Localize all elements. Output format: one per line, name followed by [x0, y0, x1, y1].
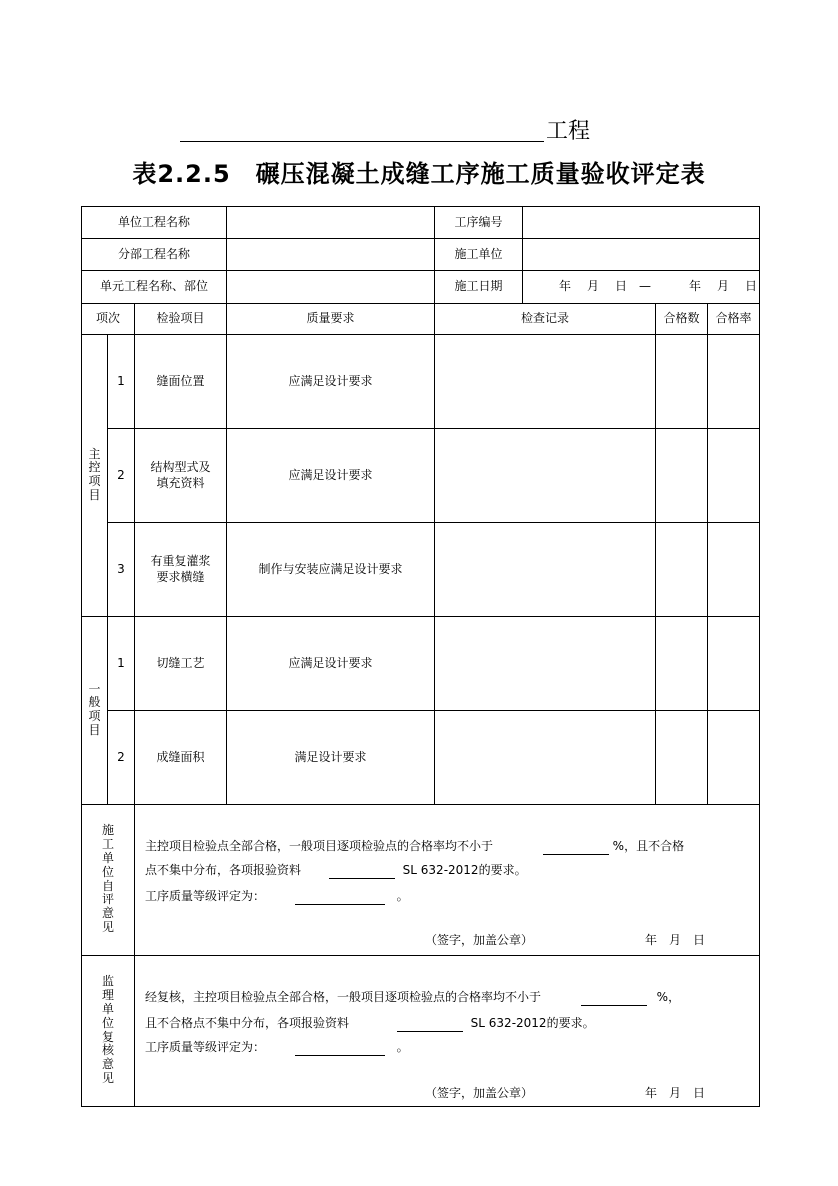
- date-dash: —: [639, 279, 652, 294]
- pass-count-cell[interactable]: [656, 429, 708, 523]
- pass-rate-cell[interactable]: [708, 523, 760, 617]
- date-day-end: 日: [745, 279, 758, 294]
- sub-project-label: 分部工程名称: [82, 239, 227, 271]
- pass-rate-cell[interactable]: [708, 617, 760, 711]
- construction-opinion-label: 施工单位自评意见: [82, 805, 135, 956]
- check-item-name: 切缝工艺: [135, 617, 227, 711]
- date-day-start: 日: [615, 279, 628, 294]
- date-label: 施工日期: [435, 271, 523, 304]
- pass-count-cell[interactable]: [656, 617, 708, 711]
- supervision-opinion-line1-end: %，: [656, 990, 681, 1004]
- requirement-text: 应满足设计要求: [227, 335, 435, 429]
- table-row: [82, 429, 760, 523]
- sub-project-value[interactable]: [227, 239, 435, 271]
- item-no: 1: [108, 617, 135, 711]
- element-value[interactable]: [227, 271, 435, 304]
- col-check-item-header: 检验项目: [135, 304, 227, 335]
- pass-count-cell[interactable]: [656, 711, 708, 805]
- construction-materials-blank[interactable]: [329, 866, 395, 879]
- unit-project-value[interactable]: [227, 207, 435, 239]
- project-name-blank: [180, 141, 544, 142]
- record-cell[interactable]: [435, 711, 656, 805]
- supervision-opinion-line2-end: SL 632-2012的要求。: [470, 1016, 595, 1030]
- supervision-opinion[interactable]: [135, 956, 760, 1107]
- record-cell[interactable]: [435, 523, 656, 617]
- construction-grade-label: 工序质量等级评定为：: [145, 889, 266, 903]
- form-title: 表2.2.5 碾压混凝土成缝工序施工质量验收评定表: [132, 160, 706, 188]
- record-cell[interactable]: [435, 617, 656, 711]
- item-no: 1: [108, 335, 135, 429]
- col-item-header: 项次: [82, 304, 135, 335]
- supervision-grade-end: 。: [396, 1040, 409, 1054]
- pass-count-cell[interactable]: [656, 523, 708, 617]
- check-item-name: 缝面位置: [135, 335, 227, 429]
- process-no-value[interactable]: [523, 207, 760, 239]
- supervision-materials-blank[interactable]: [397, 1019, 463, 1032]
- group-general-label: 一般项目: [82, 617, 108, 805]
- col-pass-rate-header: 合格率: [708, 304, 760, 335]
- element-label: 单元工程名称、部位: [82, 271, 227, 304]
- pass-count-cell[interactable]: [656, 335, 708, 429]
- date-year-start: 年: [559, 279, 572, 294]
- construction-grade-end: 。: [396, 889, 409, 903]
- check-item-name: 有重复灌浆要求横缝: [135, 523, 227, 617]
- construction-sign-note: （签字，加盖公章）: [425, 933, 534, 947]
- construction-opinion-line2: 点不集中分布，各项报验资料: [145, 863, 302, 877]
- construction-opinion[interactable]: [135, 805, 760, 956]
- pass-rate-cell[interactable]: [708, 335, 760, 429]
- inspection-form: [81, 206, 760, 1107]
- construction-sign-date: 年 月 日: [645, 933, 706, 947]
- requirement-text: 应满足设计要求: [227, 617, 435, 711]
- supervision-sign-date: 年 月 日: [645, 1086, 706, 1100]
- process-no-label: 工序编号: [435, 207, 523, 239]
- date-month-end: 月: [717, 279, 730, 294]
- construction-opinion-line2-end: SL 632-2012的要求。: [402, 863, 527, 877]
- group-main-label: 主控项目: [82, 335, 108, 617]
- check-item-name: 成缝面积: [135, 711, 227, 805]
- date-year-end: 年: [689, 279, 702, 294]
- supervision-sign-note: （签字，加盖公章）: [425, 1086, 534, 1100]
- item-no: 2: [108, 711, 135, 805]
- check-item-name: 结构型式及填充资料: [135, 429, 227, 523]
- requirement-text: 满足设计要求: [227, 711, 435, 805]
- item-no: 2: [108, 429, 135, 523]
- table-row: [82, 335, 760, 429]
- date-month-start: 月: [587, 279, 600, 294]
- table-row: [82, 617, 760, 711]
- record-cell[interactable]: [435, 429, 656, 523]
- construction-date[interactable]: [523, 271, 760, 304]
- supervision-grade-label: 工序质量等级评定为：: [145, 1040, 266, 1054]
- construction-pass-rate-blank[interactable]: [543, 842, 609, 855]
- construction-opinion-line1: 主控项目检验点全部合格，一般项目逐项检验点的合格率均不小于: [145, 839, 494, 853]
- supervision-opinion-line1: 经复核，主控项目检验点全部合格，一般项目逐项检验点的合格率均不小于: [145, 990, 542, 1004]
- project-suffix: 工程: [546, 119, 591, 144]
- constructor-value[interactable]: [523, 239, 760, 271]
- unit-project-label: 单位工程名称: [82, 207, 227, 239]
- constructor-label: 施工单位: [435, 239, 523, 271]
- col-record-header: 检查记录: [435, 304, 656, 335]
- table-row: [82, 711, 760, 805]
- construction-opinion-line1-end: %，且不合格: [612, 839, 685, 853]
- pass-rate-cell[interactable]: [708, 429, 760, 523]
- col-requirement-header: 质量要求: [227, 304, 435, 335]
- requirement-text: 应满足设计要求: [227, 429, 435, 523]
- table-row: [82, 523, 760, 617]
- pass-rate-cell[interactable]: [708, 711, 760, 805]
- construction-grade-blank[interactable]: [295, 892, 385, 905]
- supervision-opinion-line2: 且不合格点不集中分布，各项报验资料: [145, 1016, 350, 1030]
- supervision-grade-blank[interactable]: [295, 1043, 385, 1056]
- supervision-pass-rate-blank[interactable]: [581, 993, 647, 1006]
- supervision-opinion-label: 监理单位复核意见: [82, 956, 135, 1107]
- col-pass-count-header: 合格数: [656, 304, 708, 335]
- record-cell[interactable]: [435, 335, 656, 429]
- item-no: 3: [108, 523, 135, 617]
- requirement-text: 制作与安装应满足设计要求: [227, 523, 435, 617]
